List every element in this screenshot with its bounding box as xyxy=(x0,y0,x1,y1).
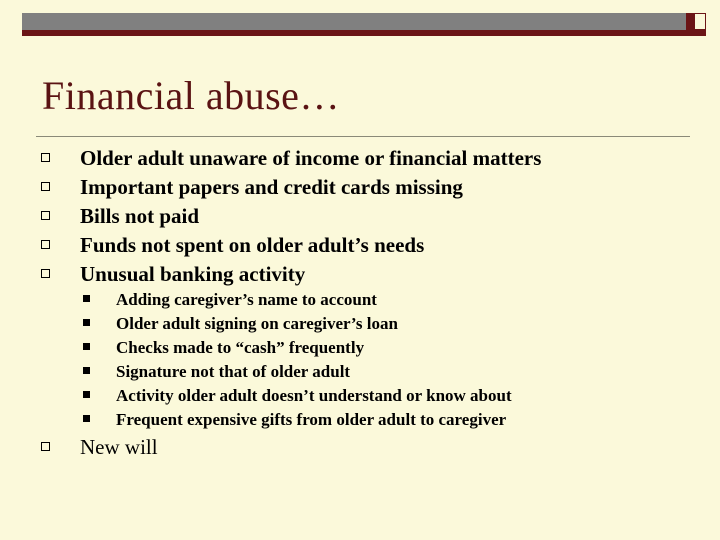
sub-bullet-item xyxy=(0,408,720,432)
header-corner-box xyxy=(686,13,706,30)
hollow-square-icon xyxy=(41,211,50,220)
bullet-text: Bills not paid xyxy=(80,204,200,228)
sub-bullet-item xyxy=(0,312,720,336)
bullet-item xyxy=(0,173,720,202)
bullet-item xyxy=(0,260,720,289)
filled-square-icon xyxy=(83,295,90,302)
bullet-text: Older adult unaware of income or financial matters xyxy=(80,146,542,170)
filled-square-icon xyxy=(83,415,90,422)
hollow-square-icon xyxy=(41,442,50,451)
hollow-square-icon xyxy=(41,240,50,249)
sub-bullet-text: Adding caregiver’s name to account xyxy=(116,290,377,309)
bullet-text: Important papers and credit cards missing xyxy=(80,175,463,199)
header-red-stripe xyxy=(22,30,706,36)
header-grey-stripe xyxy=(22,13,686,30)
bullet-item xyxy=(0,144,720,173)
hollow-square-icon xyxy=(41,182,50,191)
sub-bullet-text: Signature not that of older adult xyxy=(116,362,351,381)
sub-bullet-text: Older adult signing on caregiver’s loan xyxy=(116,314,398,333)
bullet-item xyxy=(0,202,720,231)
bullet-text: Unusual banking activity xyxy=(80,262,306,286)
filled-square-icon xyxy=(83,343,90,350)
sub-bullet-item xyxy=(0,360,720,384)
header-corner-fill xyxy=(687,14,695,29)
sub-bullet-item xyxy=(0,336,720,360)
sub-bullet-item xyxy=(0,288,720,312)
bullet-item xyxy=(0,433,720,462)
filled-square-icon xyxy=(83,319,90,326)
hollow-square-icon xyxy=(41,153,50,162)
sub-bullet-text: Frequent expensive gifts from older adult to caregiver xyxy=(116,410,507,429)
slide-title: Financial abuse… xyxy=(42,73,340,118)
bullet-item xyxy=(0,231,720,260)
filled-square-icon xyxy=(83,391,90,398)
bullet-text: Funds not spent on older adult’s needs xyxy=(80,233,425,257)
filled-square-icon xyxy=(83,367,90,374)
bullet-text: New will xyxy=(80,435,158,459)
sub-bullet-text: Activity older adult doesn’t understand or know about xyxy=(116,386,512,405)
sub-bullet-text: Checks made to “cash” frequently xyxy=(116,338,365,357)
sub-bullet-item xyxy=(0,384,720,408)
title-divider xyxy=(36,136,690,137)
hollow-square-icon xyxy=(41,269,50,278)
